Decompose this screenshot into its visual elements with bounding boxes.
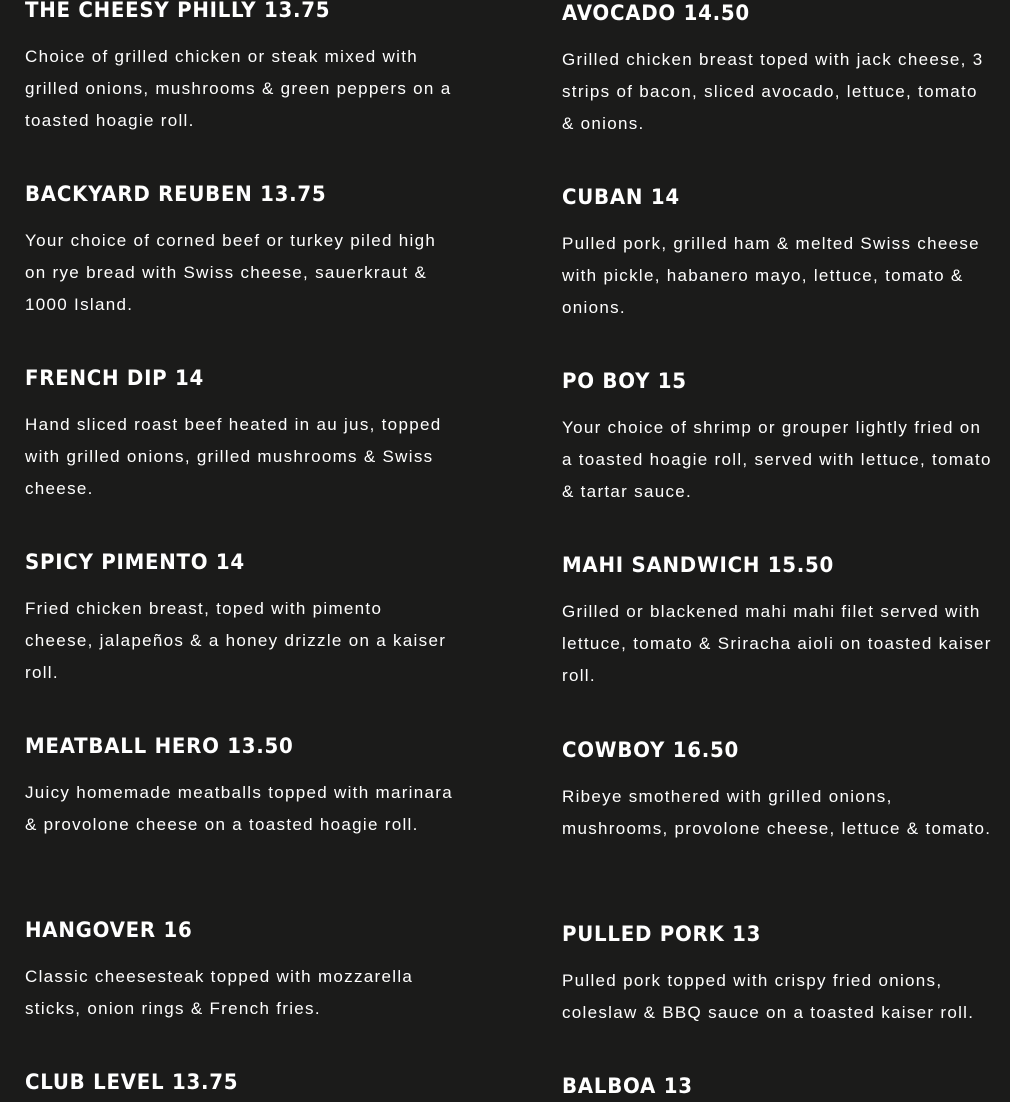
menu-item-title: AVOCADO 14.50 [562,1,750,26]
menu-item-title: SPICY PIMENTO 14 [25,550,245,575]
menu-item-cuban [562,184,992,317]
menu-item-balboa [562,1073,992,1101]
menu-item-title: BACKYARD REUBEN 13.75 [25,182,327,207]
menu-item-cheesy-philly [25,0,455,130]
menu-item-title: PULLED PORK 13 [562,922,762,947]
menu-item-po-boy [562,368,992,501]
menu-item-description: Pulled pork topped with crispy fried onions, coleslaw & BBQ sauce on a toasted kaiser roll. [562,971,975,1022]
menu-item-title: HANGOVER 16 [25,918,193,943]
menu-item-pulled-pork [562,921,992,1022]
menu-item-title: FRENCH DIP 14 [25,366,205,391]
menu-item-title: CUBAN 14 [562,185,680,210]
menu-item-title: THE CHEESY PHILLY 13.75 [25,0,331,23]
menu-item-description: Your choice of corned beef or turkey piled high on rye bread with Swiss cheese, sauerkraut & 1000 Island. [25,231,437,314]
menu-item-title: MAHI SANDWICH 15.50 [562,553,835,578]
menu-item-description: Classic cheesesteak topped with mozzarella sticks, onion rings & French fries. [25,967,414,1018]
menu-item-description: Choice of grilled chicken or steak mixed with grilled onions, mushrooms & green peppers on a toasted hoagie roll. [25,47,452,130]
menu-item-spicy-pimento [25,549,455,682]
menu-item-title: COWBOY 16.50 [562,738,739,763]
menu-item-mahi-sandwich [562,552,992,685]
menu-item-backyard-reuben [25,181,455,314]
menu-item-club-level [25,1069,455,1097]
menu-item-description: Juicy homemade meatballs topped with marinara & provolone cheese on a toasted hoagie roll. [25,783,453,834]
menu-item-avocado [562,0,992,133]
menu-item-title: BALBOA 13 [562,1074,693,1099]
menu-item-title: MEATBALL HERO 13.50 [25,734,294,759]
menu-item-cowboy [562,737,992,838]
menu-item-title: PO BOY 15 [562,369,687,394]
menu-item-description: Ribeye smothered with grilled onions, mushrooms, provolone cheese, lettuce & tomato. [562,787,992,838]
menu-item-description: Grilled or blackened mahi mahi filet served with lettuce, tomato & Sriracha aioli on toasted kaiser roll. [562,602,992,685]
menu-item-description: Fried chicken breast, toped with pimento cheese, jalapeños & a honey drizzle on a kaiser roll. [25,599,447,682]
menu-item-description: Hand sliced roast beef heated in au jus, topped with grilled onions, grilled mushrooms & Swiss cheese. [25,415,442,498]
menu-item-description: Pulled pork, grilled ham & melted Swiss cheese with pickle, habanero mayo, lettuce, tomato & onions. [562,234,980,317]
menu-item-description: Your choice of shrimp or grouper lightly fried on a toasted hoagie roll, served with lettuce, tomato & tartar sauce. [562,418,992,501]
menu-item-meatball-hero [25,733,455,834]
menu-item-title: CLUB LEVEL 13.75 [25,1070,239,1095]
menu-item-hangover [25,917,455,1018]
menu-item-french-dip [25,365,455,498]
menu-item-description: Grilled chicken breast toped with jack cheese, 3 strips of bacon, sliced avocado, lettuce, tomato & onions. [562,50,984,133]
